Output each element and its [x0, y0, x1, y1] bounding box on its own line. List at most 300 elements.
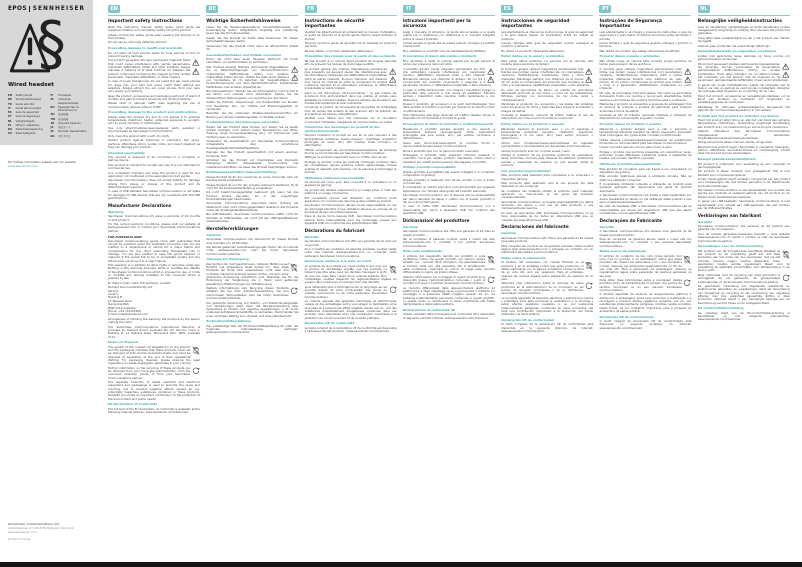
body-paragraph: Only clean the product with a soft, dry cloth. — [108, 133, 170, 138]
body-paragraph: Meer informatie over de recycling van deze producten is verkrijgbaar bij uw gemeente, de gemeentelijke inzamelpunten of uw Sennheiser Communications-partner. — [698, 274, 790, 284]
language-item — [8, 94, 46, 97]
column-rule — [698, 15, 790, 16]
body-paragraph: El texto completo de la declaración UE de conformidad está disponible en la siguiente dirección de Internet: www.eposaudio.com/download. — [501, 322, 594, 333]
body-paragraph: Para evitar daños auditivos, no escuche con el volumen alto durante largos periodos de tiempo. — [501, 58, 594, 67]
magnet-warning-triangle-icons — [290, 66, 298, 81]
body-paragraph: Verwenden Sie ausschließlich von Sennheiser Communications mitgelieferte oder empfohlene Zusatzgeräte/Zubehörteile/Ersatzteile. — [206, 139, 299, 150]
column-it — [403, 5, 495, 416]
section-subheading: Notas sobre la eliminación — [501, 255, 547, 260]
column-pt — [599, 5, 691, 416]
body-paragraph: Sennheiser Communications A/S verleent op dit product een garantie van 24 maanden. — [697, 224, 790, 232]
body-paragraph: Sennheiser Communications A/S übernimmt für dieses Produkt eine Garantie von 24 Monaten. — [206, 237, 299, 245]
column-heading: Instruções de Segurança Importantes — [599, 18, 662, 29]
body-paragraph: Consulte as leis de trânsito nacionais relativas à utilização de dispositivos de comunicação enquanto conduz. — [599, 113, 692, 121]
column-heading: Wichtige Sicherheitshinweise — [206, 18, 281, 24]
body-paragraph: Proteggere il prodotto dalle sostanze chimiche presenti in cosmetici, lacca per capelli, profumi, dopobarba, creme solari e repellenti per insetti poiché possono danneggiare il prodotto. — [402, 153, 495, 164]
section-heading: Herstellererklärungen — [206, 225, 259, 231]
language-label: Turvaopas — [58, 94, 72, 97]
column-heading: Istruzioni importanti per la sicurezza — [402, 18, 471, 29]
language-label: Veiligheidsgids — [15, 119, 35, 123]
body-paragraph: O texto integral da declaração UE de conformidade está disponível no seguinte endereço de Internet: www.eposaudio.com/download. — [599, 319, 692, 330]
info-note-text: For further information please visit our website — [8, 160, 77, 164]
body-paragraph: In geval van USB-headsets: Sennheiser Communications is niet aansprakelijk voor schade aan USB-apparaten die niet voldoen aan de USB-specificaties. — [697, 199, 790, 210]
language-code: EN — [8, 94, 12, 97]
body-paragraph: O produto gera campos magnéticos permanentes mais fortes que podem causar interferências com pacemakers cardíacos, desfibrilhadores implantados (CDI) e outros implantes. Mantenha sempre uma distância de, pelo menos, 10 cm entre o componente do produto que contém o íman e o pacemaker, desfibrilhador implantado ou outro implante. — [599, 66, 692, 91]
body-paragraph: Le texte complet de la déclaration UE de conformité est disponible à l'adresse Internet suivante : www.eposaudio.com/download. — [304, 325, 397, 334]
section-subheading: Remarques relatives à la mise au rebut — [304, 259, 372, 264]
body-paragraph: En caso de auriculares de botón: no inserte los auriculares demasiado profundo en sus oídos y nunca sin los adaptadores. Extraiga siempre los auriculares de los oídos lenta y cuidadosamente. — [501, 87, 594, 102]
body-paragraph: The symbol of the crossed out wheeled bin on the product and the packaging indicates that these products must not be disposed of with normal household waste, but must be disposed of separately at the end of their operational lifetime. For packaging disposal, please observe the legal regulations on waste segregation applicable in your country. — [108, 344, 200, 366]
body-paragraph: Always include the safety guide when passing the product on to third parties. — [108, 32, 200, 40]
section-subheading: Uso previsto/responsabilidad — [501, 168, 551, 173]
magnet-warning-triangle-icons — [683, 68, 691, 83]
language-label: Руководство по безопасности — [58, 105, 80, 113]
body-paragraph: This product is intended for private use only. It is not intended for commercial use. — [108, 162, 200, 171]
section-subheading: Gesundheitsschäden und Unfälle vermeiden — [206, 52, 281, 57]
body-paragraph: Houd het product altijd droog en stel het niet bloot aan extreme temperaturen (haardroger, verwarming, langdurige blootstelling aan zonlicht enz.) om roestvorming en vervorming te voorkomen. — [697, 118, 790, 129]
address-lines — [108, 286, 200, 317]
body-paragraph: Obtendrá más información sobre el reciclaje de estos productos en la administración de su municipio, en los puntos de recogida municipales o de su distribuidor Sennheiser Communications. — [501, 282, 593, 295]
body-paragraph: La raccolta differenziata delle apparecchiature elettriche ed elettroniche e degli imballaggi serve a promuovere il riutilizzo e il riciclaggio e a prevenire effetti negativi causati, ad es., da sostanze potenzialmente pericolose contenute in questi prodotti. In questo modo si contribuisce in modo importante alla tutela dell'ambiente e della salute pubblica. — [402, 285, 495, 307]
body-paragraph: Le symbole de la poubelle sur roues barrée d'une croix sur le produit et l'emballage signifie que ces produits ne doivent pas être jetés avec les déchets ménagers à la fin de leur vie, mais faire l'objet d'une collecte séparée. Pour l'emballage, veuillez respecter les réglementations légales en vigueur dans votre pays concernant le tri des déchets. — [304, 263, 397, 285]
body-paragraph: Do not use an obviously defective product. — [108, 40, 168, 45]
body-paragraph: Der vollständige Text der EU-Konformitätserklärung ist unter der folgenden Internetadresse verfügbar: www.eposaudio.com/download. — [206, 323, 299, 335]
address-line: NSW 2113 Australia — [108, 305, 136, 310]
paragraph-symbol: § — [36, 9, 66, 79]
body-paragraph: Utiliser uniquement les raccords/accessoires/pièces de rechange fournis ou recommandés par Sennheiser Communications. — [304, 147, 397, 155]
column-en — [108, 5, 200, 416]
body-paragraph: All expenses of claiming the warranty will be borne by the person making the claim. — [108, 317, 200, 325]
body-paragraph: Verwenden Sie das Produkt nicht, wenn es offensichtlich defekt ist. — [206, 43, 299, 52]
body-paragraph: Questo prodotto è destinato solo all'uso privato e non a quello commerciale. — [402, 177, 495, 185]
body-paragraph: Always keep the product dry and do not expose it to extreme temperatures (hairdryer, heater, extended exposure to sunlight, etc.) to avoid corrosion or deformation. — [108, 114, 200, 126]
magnet-warning-triangle-icons — [782, 63, 790, 78]
body-paragraph: Conserver le produit, les accessoires et les parties de l'emballage hors de portée des enfants et des animaux afin de prévenir les accidents et les risques d'étouffement. — [304, 105, 397, 116]
body-paragraph: Se considera uso indebido utilizar el producto para cualquier aplicación no mencionada en las guías del producto correspondientes. — [501, 188, 594, 200]
section-subheading: Garantie — [206, 232, 221, 237]
body-paragraph: Mantenga siempre el producto seco y no lo exponga a temperaturas extremas (secador, calefactor, exposición prolongada a la luz solar, etc.) para evitar corrosión o deformación. — [501, 126, 594, 141]
body-paragraph: Para as condições de garantia atuais, visite o nosso site em www.eposaudio.com ou contacte o seu parceiro Sennheiser Communications. — [599, 237, 692, 248]
body-paragraph: Further information on the recycling of these products can be obtained from your municipal administration, from the municipal collection points, or from your Sennheiser Communications partner. — [108, 367, 200, 380]
section-subheading: Notes on disposal — [108, 340, 139, 345]
body-paragraph: Para consultar las condiciones de garantía actuales, visite nuestra página web www.eposaudio.com o póngase en contacto con su distribuidor Sennheiser Communications. — [501, 243, 594, 255]
section-heading: Verklaringen van fabrikant — [697, 212, 762, 218]
body-paragraph: Hören Sie nicht über einen längeren Zeitraum mit hoher Lautstärke, um Gehörschäden zu vermeiden. — [206, 57, 299, 65]
language-code: ZH — [50, 113, 55, 117]
body-paragraph: Halten Sie das Produkt stets trocken und setzen Sie es weder extrem niedrigen noch extrem hohen Temperaturen aus (Föhn, Heizung, lange Sonneneinstrahlung etc.), um Korrosionen oder Verformungen zu vermeiden. — [206, 124, 299, 139]
body-paragraph: Use only attachments/accessories/spare parts supplied or recommended by Sennheiser Communications. — [108, 125, 200, 134]
body-paragraph: Ce produit est destiné uniquement à un usage privé. Il n'est pas destiné à un usage commercial. — [304, 187, 397, 196]
language-code: SV — [8, 132, 12, 136]
body-paragraph: Gebruik uitsluitend door Sennheiser Communications meegeleverde of aanbevolen hulpstukken/accessoires/reserveonderdelen. — [697, 129, 790, 140]
body-paragraph: Dans le cas d'écouteurs intra-auriculaires : ne pas insérer les écouteurs trop profondément dans les oreilles et jamais sans adaptateurs intra-auriculaires. Toujours extraire les écouteurs des oreilles très lentement et avec précaution. — [304, 90, 397, 105]
body-paragraph: Dieses Produkt ist für den Anschluss an einen Computer oder ein Gaming-Gerät vorgesehen. — [206, 174, 299, 183]
language-badge: NL — [698, 5, 710, 13]
body-paragraph: Mantenga el producto, los accesorios y las piezas del embalaje fuera del alcance de niños y mascotas para prevenir accidentes y riesgos de asfixia. — [501, 102, 594, 113]
body-paragraph: Pulire il prodotto solo con un panno morbido e asciutto. — [402, 148, 480, 153]
body-paragraph: La recogida separada de aparatos eléctricos y electrónicos usados y embalajes sirve para promover la reutilización y el reciclaje y evitar efectos negativos causados, p. ej., por sustancias potencialmente peligrosas contenidas en estos productos. Así hará una contribución importante a la protección del medio ambiente y la salud pública. — [501, 295, 594, 317]
language-badge: PT — [599, 5, 611, 13]
body-paragraph: In geval van in-ear hoofdtelefoons: plaats de oordopjes niet te diep in uw oren en gebruik ze nooit zonder ooradapters. Verwijder de oordopjes altijd langzaam en voorzichtig uit uw oren. — [697, 82, 790, 94]
language-label: Güvenlik Kılavuzu — [58, 121, 81, 125]
body-paragraph: Dit product is ontworpen voor aansluiting op een computer of gamingapparaat. — [697, 161, 790, 169]
section-subheading: Prévention des dommages au produit et des dysfonctionnements — [304, 125, 380, 133]
body-paragraph: Inclua sempre o guia de segurança quando entregar o produto a terceiros. — [599, 41, 692, 49]
body-paragraph: Onder onjuist gebruik wordt verstaan: het gebruik van het product voor toepassingen die niet worden genoemd in de bijbehorende producthandleidingen. — [697, 177, 790, 188]
body-paragraph: Sennheiser Communications no acepta responsabilidad por daños derivados del abuso o mal uso de este producto y sus complementos/accesorios. — [501, 199, 594, 211]
info-note — [8, 160, 118, 169]
body-paragraph: Ne pas écouter à un volume élevé pendant de longues périodes afin de prévenir les risques de dommages auditifs. — [304, 58, 397, 67]
language-label: 安全ガイド — [58, 126, 71, 130]
section-subheading: Prévention des risques pour la santé et des accidents — [304, 54, 396, 59]
body-paragraph: Sennheiser Communications A/S ofrece una garantía de 24 meses para este producto. — [501, 235, 594, 244]
section-subheading: Garantie — [697, 219, 713, 224]
body-paragraph: Veuillez vous référer aux lois nationales sur la circulation concernant l'utilisation d'appareils de communication au volant. — [304, 116, 397, 124]
section-subheading: Warranty — [108, 209, 124, 214]
body-paragraph: Lees de handleiding, veiligheidsgids en korte handleiding (indien meegeleverd) zorgvuldig en volledig door alvorens het product te gebruiken. — [697, 24, 790, 36]
body-paragraph: To make a claim under this warranty, contact: — [108, 280, 172, 285]
column-es — [501, 5, 593, 416]
imprint-website: www.eposaudio.com — [8, 530, 37, 535]
body-paragraph: Dit product is alleen bedoeld voor privégebruik. Het is niet bedoeld voor commercieel gebruik. — [697, 169, 790, 177]
body-paragraph: Est considérée comme une utilisation non conforme toute application non mentionnée dans les guides relatifs au produit. — [304, 195, 397, 203]
body-paragraph: The separate collection of waste electrical and electronic equipment and packagings is used to promote the reuse and recycling and to prevent negative effects caused by e.g. potentially hazardous substances contained in these products. Herewith you make an important contribution to the protection of the environment and public health. — [108, 380, 200, 401]
language-item — [8, 124, 46, 127]
body-paragraph: Non utilizzare un prodotto che sia manifestamente difettoso. — [402, 48, 487, 53]
body-paragraph: The product generates stronger permanent magnetic fields that could cause interference with cardiac pacemakers, implanted defibrillators (ICDs) and other implants. Always maintain a distance of at least 3.94"/10 cm between the product component containing the magnet and the cardiac pacemaker, implanted defibrillator, or other implant. — [108, 59, 200, 79]
language-code: KO — [50, 134, 55, 138]
body-paragraph: Pode obter mais informações sobre a reciclagem destes produtos junto da administração municipal, dos pontos de recolha municipais ou do seu parceiro Sennheiser Communications. — [599, 279, 691, 292]
body-paragraph: Reinig het product alleen met een zachte, droge doek. — [697, 140, 773, 145]
language-label: Sikkerhedsvejledning — [15, 128, 43, 131]
body-paragraph: Sennheiser Communications is niet aansprakelijk voor schade als gevolg van misbruik of verkeerd gebruik van dit product en de bijbehorende hulpstukken/accessoires. — [697, 188, 790, 199]
language-item — [51, 113, 89, 116]
body-paragraph: A Sennheiser Communications não aceita a responsabilidade por danos resultantes do abuso ou má utilização deste produto e dos seus complementos/acessórios. — [599, 193, 692, 204]
language-label: Sicherheitshinweise — [15, 98, 41, 102]
section-subheading: Utilisation conforme/responsabilité — [304, 175, 365, 180]
language-code: PT — [8, 115, 12, 119]
body-paragraph: Please refer to national traffic laws regarding the use of communication devices while in traffic. — [108, 101, 200, 109]
epos-wordmark: EPOS — [8, 6, 27, 12]
language-item — [8, 120, 46, 123]
address-line: 11 Talavera Road — [108, 298, 132, 303]
language-label: Οδηγός ασφαλείας — [15, 123, 40, 127]
section-subheading: Declaração UE de Conformidade — [599, 314, 654, 319]
section-subheading: Produktschäden und Störungen vermeiden — [206, 120, 280, 125]
body-paragraph: Mantenha o produto, os acessórios e as peças da embalagem fora do alcance de crianças e animais de estimação para prevenir acidentes e riscos de asfixia. — [599, 102, 692, 113]
language-code: JA — [50, 126, 54, 130]
section-heading: Declaraciones del fabricante — [501, 224, 569, 230]
section-subheading: Prevenzione di danni al prodotto e malfunzionamenti — [402, 122, 494, 127]
column-rule — [599, 15, 691, 16]
body-paragraph: Este produto foi concebido para ser ligado a um computador ou dispositivo de gaming. — [599, 166, 692, 174]
body-paragraph: In caso di cuffie USB: Sennheiser Communications non è responsabile per danni a dispositivi USB non conformi alle specifiche USB. — [402, 204, 495, 215]
crossed-out-wheelie-bin-icon — [389, 265, 397, 275]
body-paragraph: No caso de headsets USB: a Sennheiser Communications não se responsabiliza por danos em dispositivos USB que não sejam consistentes com as especificações USB. — [599, 204, 692, 215]
body-paragraph: Le produit génère des champs magnétiques permanents plus puissants qui peuvent causer des interférences avec les stimulateurs cardiaques, les défibrillateurs implantables (DCI) et autres implants. Toujours maintenir une distance d'au moins 10 cm/3,94 po entre le composant du produit contenant l'aimant et le stimulateur cardiaque, le défibrillateur implantable ou autre implant. — [304, 66, 397, 91]
body-paragraph: De volledige tekst van de EU-conformiteitsverklaring is beschikbaar op het volgende internetadres: www.eposaudio.com/download. — [697, 310, 790, 322]
imprint-address: Industriparken 27, DK-2750 Ballerup, Denmark — [8, 526, 74, 531]
body-paragraph: No caso de auriculares intra-auriculares: não insira os auriculares demasiado fundo nos ouvidos e nunca sem adaptadores. Retire sempre os auriculares dos ouvidos de forma lenta e cuidadosa. — [599, 90, 692, 102]
body-paragraph: Toujours inclure le guide de sécurité lors du passage du produit à des tiers. — [304, 41, 397, 49]
body-paragraph: Vous obtiendrez plus d'informations sur le recyclage de ces produits auprès de votre municipalité, des points de collecte communaux ou de votre partenaire Sennheiser Communications. — [305, 286, 397, 299]
magnet-warning-triangle-icons — [389, 68, 397, 83]
magnet-warning-triangle-icons — [585, 68, 593, 83]
body-paragraph: Usare solo raccordi/accessori/parti di ricambio forniti o raccomandati da Sennheiser Communications. — [402, 140, 495, 149]
body-paragraph: Limpe o produto apenas com um pano macio e seco. — [599, 145, 673, 150]
body-paragraph: Sennheiser Communications A/S offre une garantie de 24 mois sur ce produit. — [304, 239, 397, 247]
website-link: www.eposaudio.com — [8, 164, 38, 169]
body-paragraph: Protect product against chemicals in cosmetics, hair spray, perfume, aftershave lotion, suntan lotion and insect repellent as they can damage your product. — [108, 138, 200, 149]
column-de — [206, 5, 298, 416]
body-paragraph: In caso di cuffie intrauricolari: non inserire i trasduttori troppo in profondità nelle orecchie e mai senza gli adattatori. Estrarre sempre i trasduttori dalle orecchie molto lentamente e con attenzione. — [402, 87, 495, 102]
language-code: IT — [8, 106, 11, 110]
recycle-icon — [782, 274, 790, 282]
body-paragraph: Includi sempre la guida alla sicurezza quando consegni il prodotto a terze parti. — [402, 41, 495, 49]
section-heading: Declarações do Fabricante — [599, 217, 662, 223]
body-paragraph: Este produto destina-se apenas a utilização privada. Não se destina a utilização comercial. — [599, 174, 692, 182]
body-paragraph: Die aktuell geltenden Garantiebedingungen finden Sie im Internet unter www.eposaudio.com oder bei Ihrem Sennheiser Communications-Partner. — [206, 245, 299, 256]
magnet-warning-triangle-icons — [192, 59, 200, 74]
body-paragraph: El producto genera campos magnéticos permanentes más fuertes que podrían causar interferencias con marcapasos cardiacos, desfibriladores implantados (ICD) y otros implantes. Mantenga siempre una distancia de al menos 10 cm entre el componente del producto que contiene el imán y el marcapasos, desfibrilador implantado u otro implante. — [501, 68, 593, 88]
body-paragraph: Não utilize um produto que esteja visivelmente danificado. — [599, 48, 681, 53]
body-paragraph: For the current warranty conditions, please visit our website at www.eposaudio.com or contact your Sennheiser Communications partner. — [108, 222, 200, 233]
body-paragraph: Utilice solo complementos/accesorios/piezas de repuesto suministrados o recomendados por Sennheiser Communications. — [501, 140, 594, 149]
section-heading-small: FOR AUSTRALIA ONLY — [108, 234, 143, 239]
address-line: Building B — [108, 295, 122, 300]
sennheiser-wordmark: SENNHEISER — [32, 6, 86, 12]
section-subheading: Preventing damage to the product and malfunctions — [108, 110, 197, 115]
column-rule — [305, 15, 397, 16]
language-code: DE — [8, 98, 12, 102]
language-label: Instrukcja bezpieczeństwa — [58, 98, 79, 105]
column-rule — [501, 15, 593, 16]
section-subheading: Garantia — [599, 224, 615, 229]
body-paragraph: Das Produkt erzeugt stärkere permanente Magnetfelder, die zu Beeinträchtigungen von Herzschrittmachern, implantierten Defibrillatoren (ICDs) und anderen Implantaten führen können. Halten Sie stets einen Abstand von mindestens 10 cm zwischen der magnethaltigen Produktkomponente und dem Herzschrittmacher, implantierten Defibrillator oder anderen Implantat ein. — [206, 64, 299, 89]
language-label: Safety Guide — [15, 94, 33, 97]
section-subheading: Bestimmungsgemäßer Gebrauch/Haftung — [206, 170, 277, 175]
language-code: FI — [50, 94, 54, 97]
section-subheading: Garanzia — [402, 224, 418, 229]
language-code: ES — [8, 111, 12, 114]
language-label: 안전 가이드 — [58, 134, 72, 138]
language-code: FR — [8, 102, 12, 106]
body-paragraph: The full text of the EU declaration of conformity is available at the following internet address: www.eposaudio.com/download. — [108, 406, 200, 415]
body-paragraph: This product is designed to be connected to a computer or gaming device. — [108, 154, 200, 163]
language-label: 安全指南 — [58, 113, 69, 117]
body-paragraph: É considerada utilização indevida a utilização do produto para qualquer aplicação não mencionada nos guias do produto associados. — [599, 182, 692, 193]
body-paragraph: De gescheiden inzameling van afgedankte elektrische en elektronische apparaten en verpakkingen dient ter bevordering van hergebruik en recycling en ter voorkoming van negatieve effecten door bijv. potentieel gevaarlijke stoffen in deze producten. Hiermee levert u een belangrijke bijdrage aan de bescherming van het milieu en de volksgezondheid. — [697, 284, 790, 305]
column-rule — [403, 15, 495, 16]
section-subheading: Note sullo smaltimento — [402, 249, 443, 254]
body-paragraph: Houd het product, accessoires en verpakkingsonderdelen uit de buurt van kinderen en huisdieren om ongelukken en verstikkingsgevaar te voorkomen. — [697, 93, 790, 105]
section-subheading: Schade aan het product en defecten voorkomen — [697, 113, 780, 118]
recycle-icon — [585, 282, 593, 290]
language-label: Guida alla sicurezza — [15, 106, 42, 110]
column-fr — [305, 5, 397, 416]
body-paragraph: Mantenha o produto sempre seco e não o exponha a temperaturas extremas (secador de cabelo, aquecedor, exposição solar prolongada, etc.) para evitar corrosão ou deformação. — [599, 126, 692, 138]
language-item — [8, 107, 46, 110]
body-paragraph: Dit product genereert sterkere permanente magneetvelden die storingen kunnen veroorzaken bij pacemakers, geïmplanteerde defibrillatoren (ICD's) en andere implantaten. Houd altijd minstens 10 cm afstand tussen het onderdeel van het product met de magneet en de pacemaker, geïmplanteerde defibrillator of een ander implantaat. — [697, 61, 789, 83]
body-paragraph: Lea atentamente el manual de instrucciones, la guía de seguridad y la guía rápida (según se suministre) antes de utilizar el producto. — [501, 29, 594, 41]
section-subheading: Intended use/Liability — [108, 150, 145, 155]
body-paragraph: La collecte séparée des appareils électriques et électroniques usagés et des emballages sert à encourager la réutilisation et le recyclage et à prévenir les effets négatifs causés, par ex., par des substances potentiellement dangereuses contenues dans ces produits. Vous apporterez ainsi une contribution importante à la protection de l'environnement et de la santé publique. — [304, 299, 397, 320]
language-item — [51, 130, 89, 133]
body-paragraph: Toujours maintenir le produit au sec et ne pas l'exposer à des températures extrêmes (sèche-cheveux, chauffage, exposition prolongée au soleil, etc.) afin d'éviter toute corrosion ou déformation. — [304, 133, 397, 148]
section-subheading: Evitar daños en la salud y accidentes — [501, 54, 565, 59]
body-paragraph: Gebruik geen producten die overduidelijk defect zijn. — [697, 43, 771, 48]
language-code: RU — [50, 105, 55, 109]
language-badge: IT — [403, 5, 415, 13]
body-paragraph: En caso de auriculares USB: Sennheiser Communications no se hace responsable de los daños en dispositivos USB que no cumplan las especificaciones USB. — [501, 210, 594, 222]
body-paragraph: Il prodotto genera campi magnetici permanenti più forti che potrebbero causare interferenze con pacemaker cardiaci, defibrillatori impiantati (ICD) e altri impianti. Mantenere sempre una distanza di almeno 10 cm tra il componente del prodotto contenente il magnete e il pacemaker cardiaco, il defibrillatore impiantato o altro impianto. — [403, 68, 495, 88]
body-paragraph: Voeg altijd deze veiligheidsgids bij als u het product aan derden doorgeeft. — [697, 35, 790, 44]
body-paragraph: Dans le cas de micro-casques USB : Sennheiser Communications décline toute responsabilité pour les dommages causés aux appareils USB non conformes aux spécifications USB. — [304, 214, 397, 225]
crossed-out-wheelie-bin-icon — [585, 261, 593, 271]
body-paragraph: O símbolo do contentor de lixo com rodas barrado com uma cruz no produto e na embalagem indica que estes produtos não devem ser eliminados com o lixo doméstico normal, devendo ser eliminados separadamente no fim da sua vida útil. Para a eliminação da embalagem, observe os regulamentos legais sobre separação de resíduos aplicáveis no seu país. — [599, 253, 692, 278]
body-paragraph: A Sennheiser Communications A/S oferece uma garantia de 24 meses para este produto. — [599, 229, 692, 237]
body-paragraph: A recolha separada de resíduos de equipamentos elétricos e eletrónicos e embalagens serve para promover a reutilização e a reciclagem e prevenir efeitos negativos causados, por ex., por substâncias potencialmente perigosas contidas nestes produtos. Desta forma, dá um contributo importante para a proteção do ambiente e da saúde pública. — [599, 292, 692, 313]
recycle-icon — [389, 286, 397, 294]
language-item — [51, 98, 89, 105]
language-item — [8, 111, 46, 114]
body-paragraph: Leggi il manuale di istruzioni, la guida alla sicurezza e la guida rapida (se in dotazione) con attenzione e in maniera integrale prima di usare il prodotto. — [402, 29, 495, 41]
column-heading: Instructions de sécurité importantes — [304, 18, 365, 29]
body-paragraph: Utilize apenas complementos/acessórios/peças de substituição fornecidos ou recomendados pela Sennheiser Communications. — [599, 137, 692, 145]
body-paragraph: È considerato un utilizzo improprio l'uso del prodotto per qualsiasi applicazione non indicata nelle guide del prodotto associate. — [402, 185, 495, 193]
body-paragraph: Sennheiser Communications goods come with guarantees that cannot be excluded under the Australian Consumer Law. You are entitled to a replacement or refund for a major failure and compensation for any other reasonably foreseeable loss or damage. You are also entitled to have the goods repaired or replaced if the goods fail to be of acceptable quality and the failure does not amount to a major failure. — [108, 238, 200, 263]
crossed-out-wheelie-bin-icon — [683, 255, 691, 265]
language-badge: ES — [501, 5, 513, 13]
body-paragraph: Sennheiser Communications does not accept liability for damage arising from abuse or misuse of this product and its attachments/accessories. — [108, 178, 200, 189]
body-paragraph: Bescherm het product tegen chemicaliën in cosmetica, haarspray, parfum, aftershave, zonnebrandcrème en insectenspray, omdat deze het product kunnen beschadigen. — [697, 144, 790, 156]
section-subheading: Hinweise zur Entsorgung — [206, 257, 249, 262]
language-item — [51, 118, 89, 121]
language-code: ID — [50, 130, 54, 134]
language-item — [8, 132, 46, 135]
body-paragraph: Dieses Produkt ist nur für den privaten Gebrauch bestimmt. Es ist nicht für die kommerzielle Nutzung vorgesehen. — [206, 182, 299, 190]
body-paragraph: This warranty is in addition to other rights or remedies under law. Nothing in this warranty excludes, limits or modifies any liability of Sennheiser Communications which is imposed by law, or limits or modifies any remedy available to the consumer which is granted by law. — [108, 263, 200, 281]
body-paragraph: The Sennheiser Communications International Warranty is provided by Demant Sound Australia Pty Ltd Service, Level 5, Building B, 11 Talavera Road, Macquarie Park, NSW, Australia 2113. — [108, 324, 200, 339]
language-badge: EN — [108, 5, 120, 13]
body-paragraph: Protéger le produit contre les produits chimiques contenus dans les cosmétiques, laques, parfums, lotions après-rasage, crèmes solaires et répulsifs anti-insectes, car ils peuvent endommager le produit. — [304, 159, 397, 174]
imprint-company: Sennheiser Communications A/S — [8, 522, 59, 526]
body-paragraph: Voor de actuele garantievoorwaarden bezoekt u onze website www.eposaudio.com of neemt u contact op met uw Sennheiser Communications-partner. — [697, 231, 790, 243]
body-paragraph: Geben Sie das Produkt an Dritte stets zusammen mit diesen Sicherheitshinweisen weiter. — [206, 35, 299, 44]
body-paragraph: Sennheiser Communications A/S offre una garanzia di 24 mesi su questo prodotto. — [402, 229, 495, 237]
section-subheading: Declaración UE de conformidad — [501, 317, 555, 322]
body-paragraph: In case of USB headset: Sennheiser Communications is not liable for damages to USB devices that are not consistent with the USB specifications. — [108, 189, 200, 200]
body-paragraph: El símbolo del contenedor con ruedas tachado en el producto y en el embalaje indica que estos productos no deben eliminarse con la basura doméstica normal al final de su vida útil, sino por separado. Para el embalaje, observe las normas legales sobre separación de residuos de su país. — [501, 260, 594, 281]
body-paragraph: Proteja o produto dos químicos presentes em cosméticos, lacas, perfumes, loções aftershave, protetores solares e repelentes de insetos, pois podem danificar o produto. — [599, 149, 692, 161]
front-cover-panel — [0, 0, 93, 145]
address-line: Phone: +61 744103360 — [108, 309, 141, 314]
recycle-icon — [192, 367, 200, 375]
body-paragraph: Este producto está destinado solo al uso privado. No está destinado al uso comercial. — [501, 180, 594, 189]
language-item — [8, 115, 46, 118]
section-subheading: Gezondheidsschade en ongevallen voorkomen — [697, 49, 777, 54]
section-heading: Manufacturer Declarations — [108, 202, 172, 208]
body-paragraph: Este producto está diseñado para conectarse a un ordenador o dispositivo gaming. — [501, 173, 594, 181]
language-item — [51, 94, 89, 97]
section-subheading: Dichiarazione di conformità UE — [402, 307, 456, 312]
language-label: Guide sécurité — [15, 102, 35, 106]
body-paragraph: Beachten Sie die nationalen Straßenverkehrsvorschriften zur Nutzung von Kommunikationsgeräten im Straßenverkehr. — [206, 111, 299, 119]
body-paragraph: Leia atentamente e na íntegra o manual de instruções, o guia de segurança e o guia rápido (conforme fornecido) antes de utilizar o produto. — [599, 29, 692, 41]
column-rule — [206, 15, 298, 16]
language-code: PL — [50, 98, 54, 102]
section-subheading: Garantía — [501, 231, 516, 236]
language-item — [51, 135, 89, 138]
section-heading: Dichiarazioni del produttore — [402, 217, 470, 223]
imprint-printed: Printed in China — [8, 536, 31, 541]
body-paragraph: Schützen Sie das Produkt vor Chemikalien aus Kosmetik, Haarspray, Parfüm, Rasierwasser, Sonnencreme und Insektenschutzmitteln, da diese das Produkt beschädigen können. — [206, 158, 299, 169]
language-label: Panduan Keselamatan — [58, 130, 87, 134]
language-badge: FR — [305, 5, 317, 13]
language-code: TW — [50, 117, 56, 121]
body-paragraph: Tenere il prodotto, gli accessori e le parti dell'imballaggio fuori dalla portata di bambini e animali per prevenire incidenti e rischi di soffocamento. — [402, 102, 495, 113]
body-paragraph: Questo prodotto è progettato per essere collegato a un computer o dispositivo di gaming. — [402, 169, 495, 178]
language-code: DA — [8, 128, 13, 131]
body-paragraph: Do not listen at high volume levels for long periods of time to prevent hearing damage. — [108, 50, 200, 58]
body-paragraph: Per le condizioni di garanzia correnti, visita il nostro sito web www.eposaudio.com o contatta il tuo partner Sennheiser Communications. — [402, 237, 495, 248]
body-paragraph: Il simbolo del cassonetto barrato sul prodotto e sulla confezione indica che questi prodotti non devono essere smaltiti con i normali rifiuti domestici, ma separatamente al termine della loro vita operativa. Per lo smaltimento della confezione, osservare le norme di legge sulla raccolta differenziata in vigore nel proprio Paese. — [402, 253, 495, 275]
crossed-out-wheelie-bin-icon — [782, 250, 790, 260]
magnet-warning-triangle-icons — [487, 68, 495, 83]
language-code: TR — [50, 121, 55, 125]
body-paragraph: Reinigen Sie das Produkt ausschließlich mit einem weichen, trockenen Tuch. — [206, 150, 299, 158]
language-code: EL — [8, 123, 12, 127]
body-paragraph: Fare riferimento alle leggi nazionali sul traffico relative all'uso di dispositivi di comunicazione durante la guida. — [402, 113, 495, 121]
section-subheading: EU Declaration of Conformity — [108, 402, 158, 407]
body-paragraph: Bei Ohrkanalhörern: Stecken Sie die Ohrkanalhörer nicht zu tief in die Ohren und niemals ohne Ohradapter. Ziehen Sie die Ohrkanalhörer stets langsam und vorsichtig aus den Ohren. — [206, 89, 299, 100]
language-badge: DE — [206, 5, 218, 13]
body-paragraph: Consulte la legislación nacional de tráfico relativa al uso de dispositivos de comunicación durante la conducción. — [501, 113, 594, 121]
body-paragraph: Non ascoltare a livelli di volume elevati per lunghi periodi di tempo per prevenire danni all'udito. — [402, 58, 495, 67]
body-paragraph: Incluya siempre esta guía de seguridad cuando entregue el producto a terceros. — [501, 41, 594, 49]
address-line: Level 5 — [108, 291, 118, 296]
body-paragraph: Read the instruction manual, safety guide, quick guide (as supplied) carefully and completely before using the product. — [108, 24, 200, 33]
body-paragraph: Raadpleeg de nationale verkeerswetgeving aangaande het gebruik van communicatie-apparatuur in het verkeer. — [697, 104, 790, 113]
body-paragraph: In case of in-ear headphones: Do not insert the ear canal phones too deep into your ears and never insert them without ear adapters. Always extract the ear canal phones from your ears very slowly and carefully. — [108, 79, 200, 94]
language-item — [51, 106, 89, 113]
language-label: Säkerhetsguide — [15, 132, 36, 136]
body-paragraph: Luister niet gedurende lange periodes op hoog volume om gehoorschade te voorkomen. — [697, 53, 790, 62]
page-bottom-edge-bar — [0, 562, 802, 567]
body-paragraph: Het symbool van de doorgekruiste verrijdbare afvalbak op het product en de verpakking geeft aan dat deze producten aan het einde van hun levensduur niet via het normale huisvuil mogen worden afgevoerd, maar gescheiden moeten worden ingezameld. Neem voor de verpakking de wettelijke voorschriften voor afvalscheiding in uw land in acht. — [697, 248, 790, 273]
recycle-icon — [683, 279, 691, 287]
section-subheading: Opmerkingen over de afvalverwerking — [697, 244, 763, 249]
crossed-out-wheelie-bin-icon — [192, 346, 200, 356]
address-line: Macquarie Park — [108, 302, 130, 307]
body-paragraph: Als nicht bestimmungsgemäßer Gebrauch gilt, wenn Sie das Produkt anders benutzen, als in den zugehörigen Produktanleitungen beschrieben. — [206, 190, 299, 201]
body-paragraph: Das Symbol der durchgestrichenen, rollbaren Mülltonne auf Produkt und Verpackung weist darauf hin, dass diese Produkte am Ende ihrer Lebensdauer nicht über den normalen Hausmüll entsorgt werden dürfen, sondern einer getrennten Entsorgung zuzuführen sind. Beachten Sie für die Entsorgung der Verpackung die in Ihrem Land geltenden gesetzlichen Bestimmungen zur Abfalltrennung. — [206, 261, 299, 286]
language-label: 安全指南 — [58, 117, 69, 121]
body-paragraph: Limpie el producto solo con un paño suave y seco. — [501, 148, 571, 153]
language-item — [8, 128, 46, 131]
language-item — [8, 98, 46, 101]
column-heading: Belangrijke veiligheidsinstructies — [697, 18, 782, 24]
section-subheading: Déclaration UE de conformité — [304, 321, 355, 326]
language-label: Guía de seguridad — [15, 111, 39, 114]
body-paragraph: Halten Sie Produkt-, Verpackungs- und Zubehörteile von Kindern und Haustieren fern, um Unfälle und Erstickungsgefahr zu vermeiden. — [206, 100, 299, 111]
section-subheading: Notas acerca da eliminação — [599, 249, 646, 254]
body-paragraph: Nettoyer le produit uniquement avec un chiffon doux et sec. — [304, 155, 388, 160]
section-subheading: EU-Konformitätserklärung — [206, 319, 251, 324]
column-heading: Important safety instructions — [108, 18, 183, 24]
column-nl — [698, 5, 790, 416]
body-paragraph: Die getrennte Sammlung von Elektro- und Elektronik-Altgeräten und Verpackungen dient dazu, die Wiederverwendung bzw. Verwertung zu fördern und negative Auswirkungen, z. B. durch potenziell enthaltene Schadstoffe, zu vermeiden. Damit leisten Sie einen wichtigen Beitrag zum Umwelt- und Gesundheitsschutz. — [206, 300, 299, 318]
